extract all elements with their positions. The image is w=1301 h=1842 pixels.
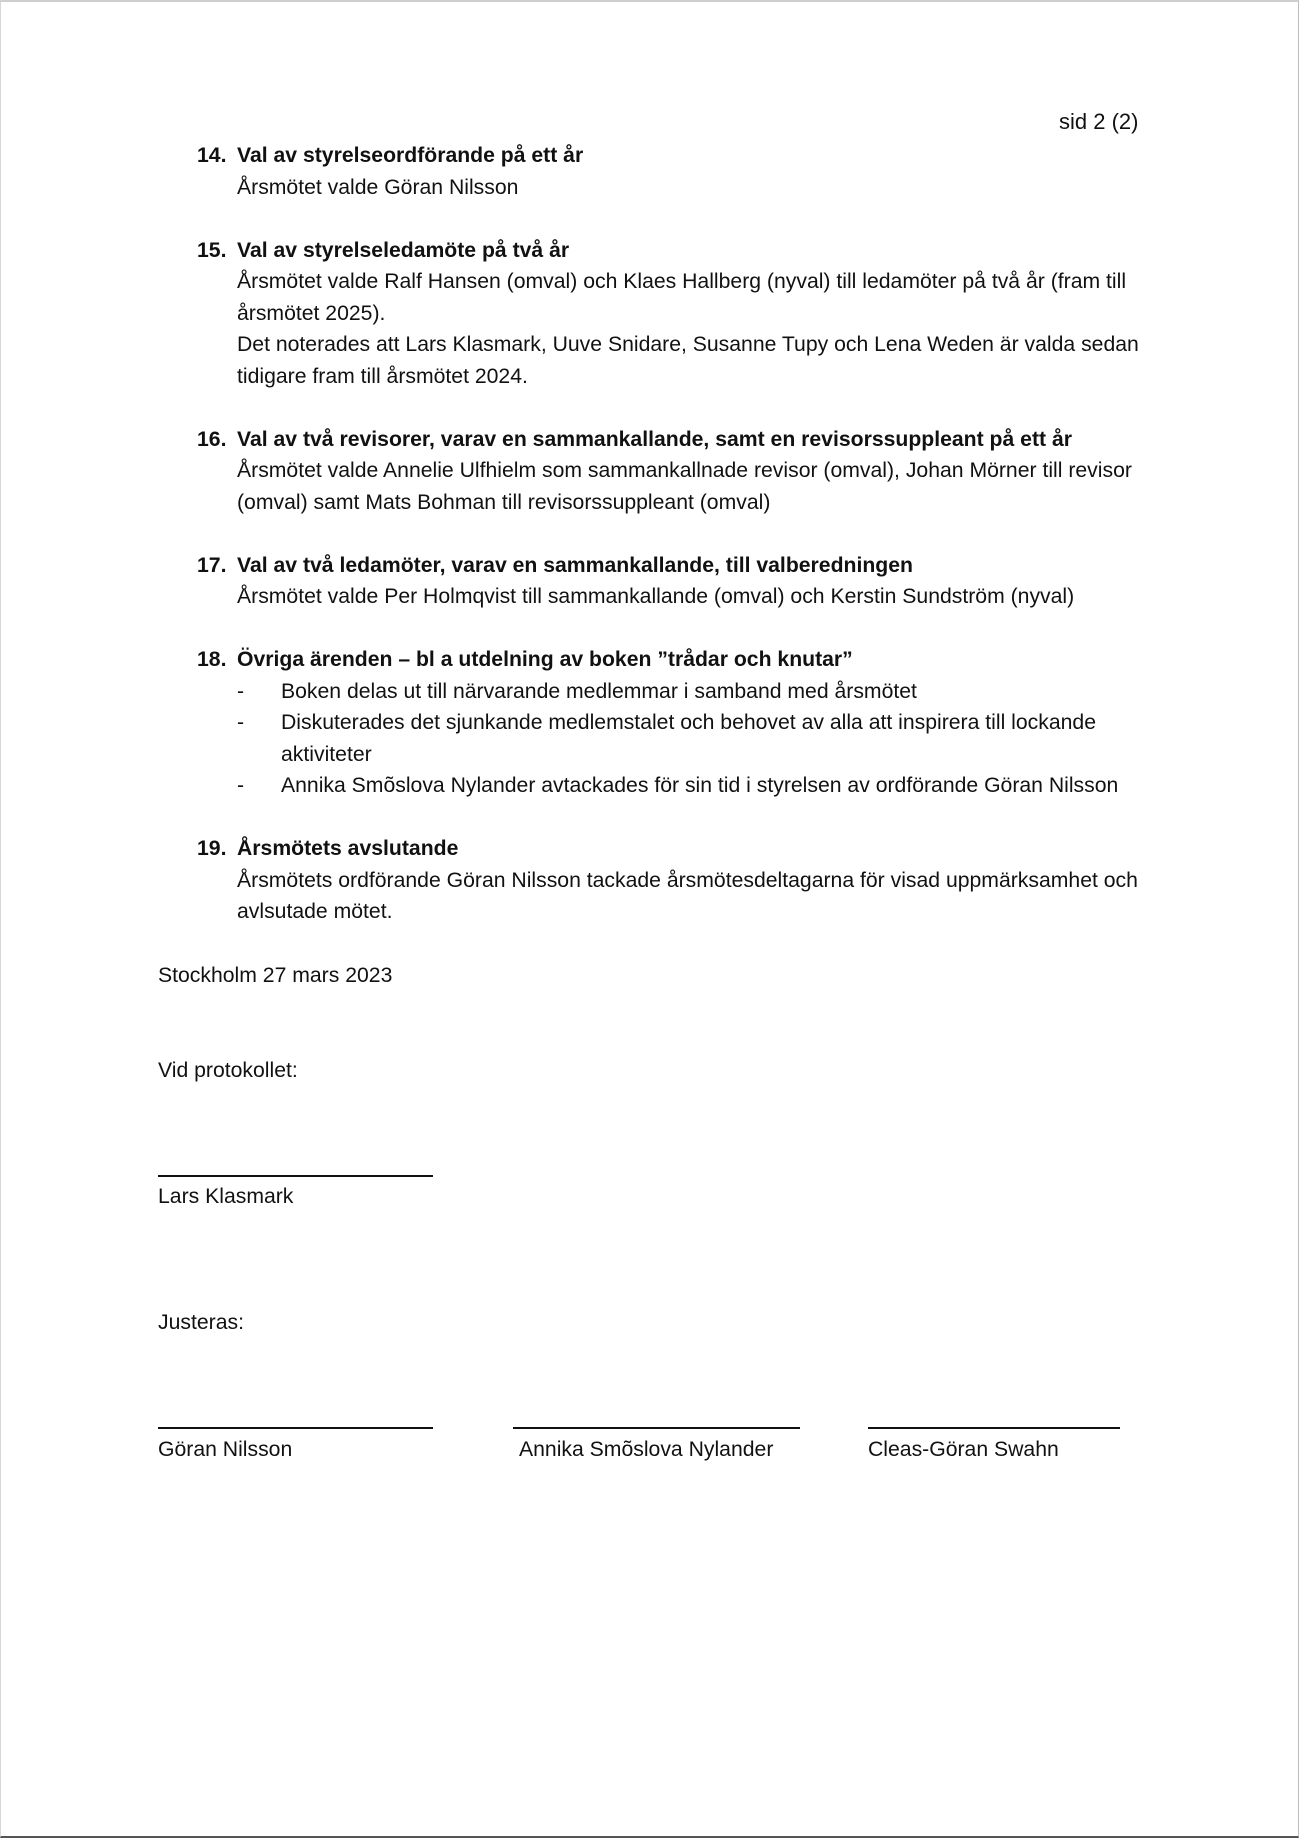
section-19 (197, 833, 1157, 928)
bullet-dash: - (237, 679, 245, 703)
signature-line (158, 1427, 433, 1429)
section-15 (197, 235, 1157, 393)
page-number: sid 2 (2) (1059, 109, 1139, 134)
section-number: 17. (197, 553, 227, 577)
place-date: Stockholm 27 mars 2023 (158, 964, 393, 987)
bullet-text: Diskuterades det sjunkande medlemstalet och behovet av alla att inspirera till lockande aktiviteter (281, 711, 1096, 766)
section-title: Övriga ärenden – bl a utdelning av boken ”trådar och knutar” (237, 648, 853, 671)
adjust-label: Justeras: (158, 1311, 244, 1334)
section-17 (197, 550, 1157, 613)
signature-line (513, 1427, 800, 1429)
section-paragraph: Årsmötet valde Per Holmqvist till sammankallande (omval) och Kerstin Sundström (nyval) (237, 585, 1075, 608)
section-title: Årsmötets avslutande (237, 837, 459, 860)
section-18 (197, 644, 1157, 802)
bullet-dash: - (237, 774, 245, 797)
section-paragraph: Det noterades att Lars Klasmark, Uuve Snidare, Susanne Tupy och Lena Weden är valda sedan tidigare fram till årsmötet 2024. (237, 333, 1139, 388)
section-paragraph: Årsmötet valde Ralf Hansen (omval) och Klaes Hallberg (nyval) till ledamöter på två år (fram till årsmötet 2025). (237, 270, 1127, 325)
signature-line (158, 1175, 433, 1177)
list-item (237, 770, 1157, 802)
protocol-label: Vid protokollet: (158, 1059, 298, 1082)
section-number: 15. (197, 238, 227, 262)
agenda-sections (197, 140, 1157, 959)
section-number: 18. (197, 648, 227, 671)
adjuster-name: Göran Nilsson (158, 1438, 293, 1461)
section-14 (197, 140, 1157, 203)
bullet-text: Annika Smõslova Nylander avtackades för sin tid i styrelsen av ordförande Göran Nilsson (281, 774, 1119, 797)
section-title: Val av styrelseledamöte på två år (237, 238, 570, 262)
bullet-list (237, 676, 1157, 802)
bullet-dash: - (237, 711, 245, 734)
list-item (237, 676, 1157, 708)
section-title: Val av två ledamöter, varav en sammankallande, till valberedningen (237, 553, 913, 577)
section-number: 16. (197, 427, 227, 451)
section-number: 14. (197, 144, 227, 167)
section-16 (197, 424, 1157, 519)
list-item (237, 707, 1157, 770)
signature-line (868, 1427, 1120, 1429)
section-title: Val av två revisorer, varav en sammankallande, samt en revisorssuppleant på ett år (237, 427, 1072, 451)
protocol-signer: Lars Klasmark (158, 1185, 294, 1208)
adjuster-name: Annika Smõslova Nylander (519, 1438, 774, 1461)
section-number: 19. (197, 837, 227, 860)
adjuster-name: Cleas-Göran Swahn (868, 1438, 1059, 1461)
section-title: Val av styrelseordförande på ett år (237, 144, 584, 167)
section-paragraph: Årsmötet valde Göran Nilsson (237, 175, 519, 199)
section-paragraph: Årsmötet valde Annelie Ulfhielm som sammankallnade revisor (omval), Johan Mörner till revisor (omval) samt Mats Bohman till revisorssuppleant (omval) (237, 459, 1132, 514)
bullet-text: Boken delas ut till närvarande medlemmar i samband med årsmötet (281, 679, 917, 703)
section-paragraph: Årsmötets ordförande Göran Nilsson tackade årsmötesdeltagarna för visad uppmärksamhet och avlsutade mötet. (237, 868, 1138, 923)
